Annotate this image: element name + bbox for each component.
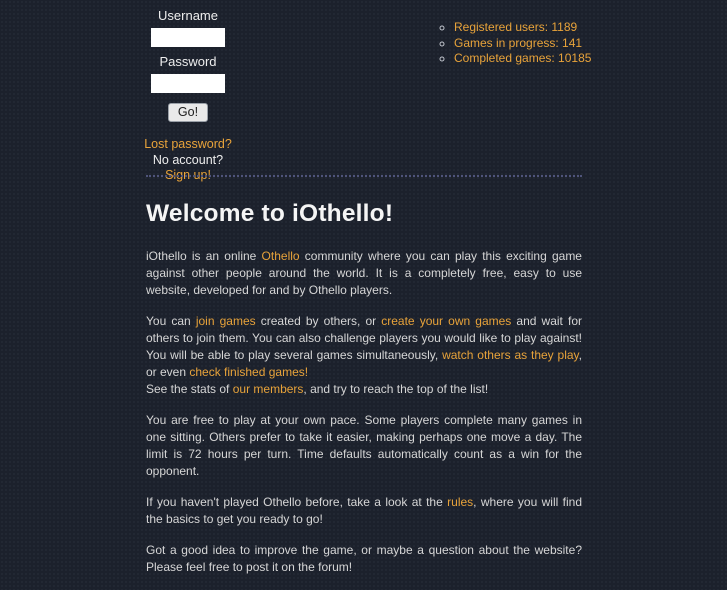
stat-item xyxy=(454,20,591,36)
create-your-own-games-link[interactable]: create your own games xyxy=(381,314,512,328)
check-finished-games-link[interactable]: check finished games! xyxy=(189,365,309,379)
join-games-link[interactable]: join games xyxy=(195,314,256,328)
our-members-link[interactable]: our members xyxy=(232,382,304,396)
paragraph-text: You can xyxy=(146,314,196,328)
paragraph-text: If you haven't played Othello before, take a look at the xyxy=(146,495,448,509)
username-input[interactable] xyxy=(151,28,225,47)
paragraph-text: , or even xyxy=(146,348,582,379)
password-input[interactable] xyxy=(151,74,225,93)
main-content xyxy=(146,200,582,590)
login-form xyxy=(113,8,263,184)
games-in-progress-stat-link[interactable]: Games in progress: 141 xyxy=(454,35,583,50)
paragraph-text: Got a good idea to improve the game, or maybe a question about the website? Please feel free to post it on the forum! xyxy=(146,543,582,574)
paragraphs xyxy=(146,248,582,576)
paragraph-text: created by others, or xyxy=(255,314,382,328)
othello-link[interactable]: Othello xyxy=(261,249,300,263)
paragraph-text: , where you will find the basics to get you ready to go! xyxy=(146,495,583,526)
paragraph-text: and wait for others to join them. You can also challenge players you would like to play against! You will be able to play several games simultaneously, xyxy=(146,314,583,362)
no-account-text: No account? xyxy=(152,152,224,167)
paragraph xyxy=(146,248,582,299)
paragraph xyxy=(146,542,582,576)
password-label: Password xyxy=(159,54,217,69)
completed-games-stat-link[interactable]: Completed games: 10185 xyxy=(454,51,592,66)
paragraph xyxy=(146,412,582,480)
rules-link[interactable]: rules xyxy=(447,495,474,509)
paragraph-text: community where you can play this exciting game against other people around the world. It is a completely free, easy to use website, developed for and by Othello players. xyxy=(146,249,582,297)
paragraph-text: You are free to play at your own pace. Some players complete many games in one sitting. Others prefer to take it easier, making perhaps one move a day. The limit is 72 hours per turn. Time defaults automatically count as a win for the opponent. xyxy=(146,413,582,478)
go-button[interactable]: Go! xyxy=(168,103,208,122)
watch-others-as-they-play-link[interactable]: watch others as they play xyxy=(442,348,579,362)
sign-up-link[interactable]: Sign up! xyxy=(165,168,211,182)
paragraph-text: See the stats of xyxy=(146,382,233,396)
dashed-divider xyxy=(146,175,582,177)
registered-users-stat-link[interactable]: Registered users: 1189 xyxy=(454,20,578,34)
paragraph-text: iOthello is an online xyxy=(146,249,262,263)
stat-item xyxy=(454,51,591,67)
page-title: Welcome to iOthello! xyxy=(146,200,394,227)
username-label: Username xyxy=(158,8,218,23)
paragraph xyxy=(146,313,582,398)
stat-item xyxy=(454,36,591,52)
lost-password-link[interactable]: Lost password? xyxy=(144,137,232,151)
paragraph xyxy=(146,494,582,528)
stats-list xyxy=(441,20,591,67)
paragraph-text: , and try to reach the top of the list! xyxy=(303,382,489,396)
